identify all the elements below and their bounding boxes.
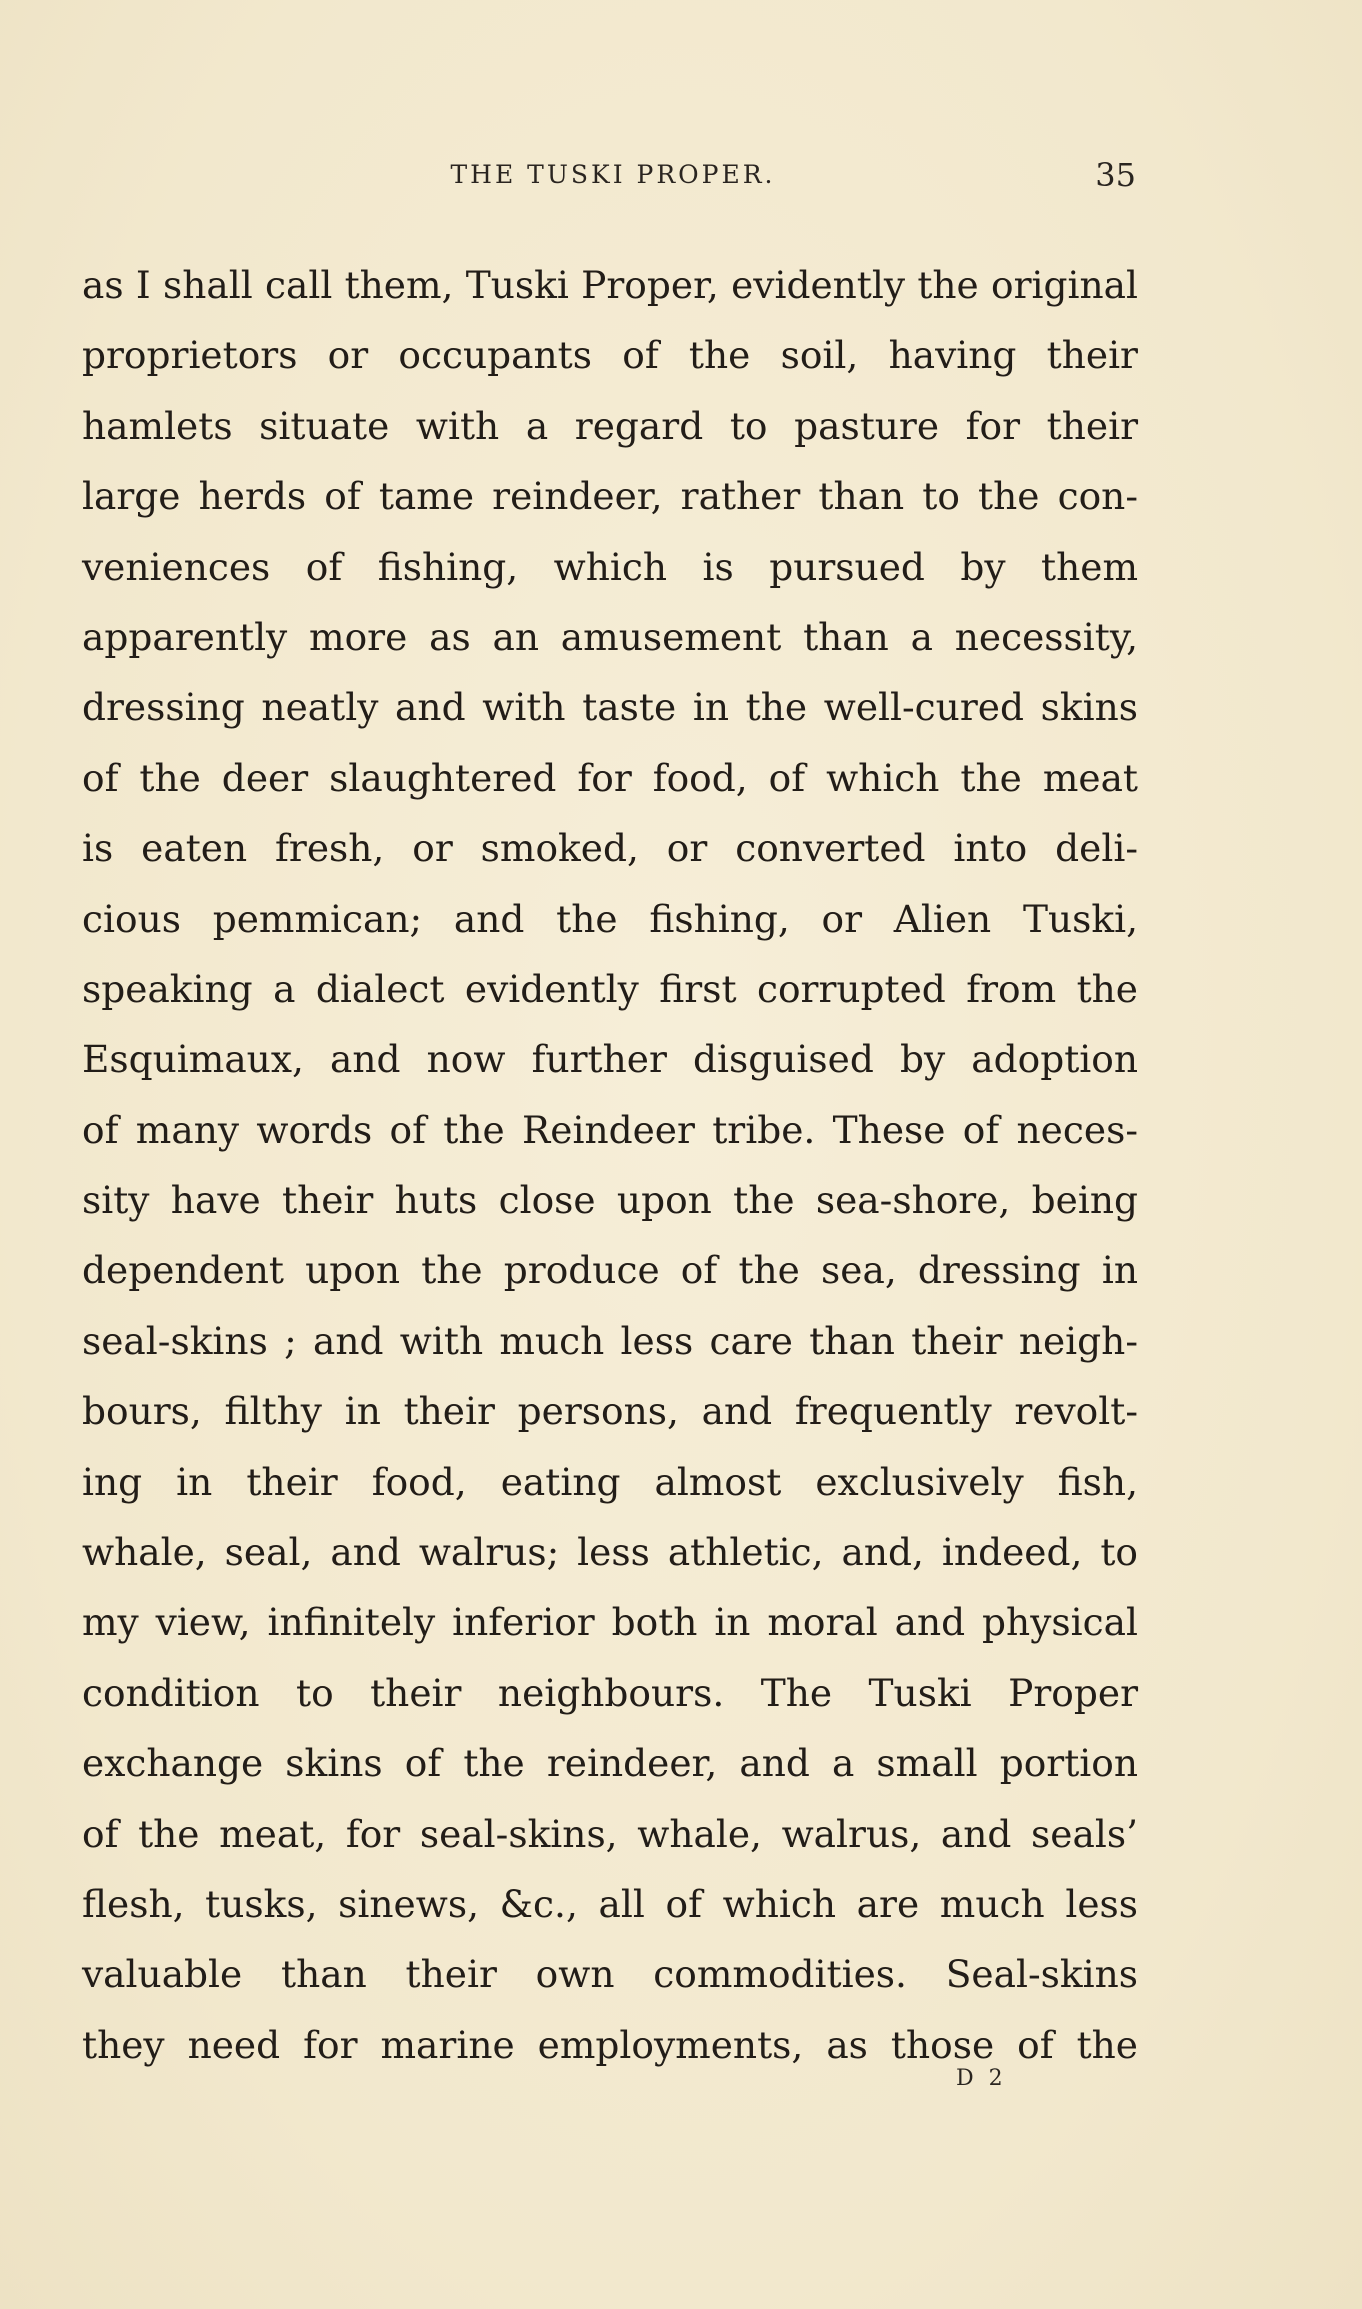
text-line: speaking a dialect evidently first corrupted from the bbox=[82, 966, 1138, 1011]
text-line: veniences of fishing, which is pursued by them bbox=[82, 544, 1138, 589]
page-number: 35 bbox=[1095, 156, 1136, 194]
text-line: proprietors or occupants of the soil, having their bbox=[82, 333, 1138, 378]
page-header bbox=[82, 152, 1144, 202]
text-line: seal-skins ; and with much less care than their neigh- bbox=[82, 1318, 1138, 1363]
text-line: cious pemmican; and the fishing, or Alien Tuski, bbox=[82, 896, 1138, 941]
text-line: of the deer slaughtered for food, of which the meat bbox=[82, 755, 1138, 800]
text-line: exchange skins of the reindeer, and a small portion bbox=[82, 1741, 1138, 1786]
text-line: dressing neatly and with taste in the well-cured skins bbox=[82, 685, 1138, 730]
text-line: Esquimaux, and now further disguised by adoption bbox=[82, 1037, 1138, 1082]
text-line: ing in their food, eating almost exclusively fish, bbox=[82, 1459, 1138, 1504]
text-line: they need for marine employments, as those of the bbox=[82, 2022, 1138, 2067]
text-line: bours, filthy in their persons, and frequently revolt- bbox=[82, 1389, 1138, 1434]
body-text bbox=[82, 250, 1138, 2080]
text-line: valuable than their own commodities. Seal-skins bbox=[82, 1952, 1138, 1997]
text-line: sity have their huts close upon the sea-shore, being bbox=[82, 1178, 1138, 1223]
text-line: is eaten fresh, or smoked, or converted into deli- bbox=[82, 826, 1138, 871]
text-line: of the meat, for seal-skins, whale, walrus, and seals’ bbox=[82, 1811, 1138, 1856]
text-line: flesh, tusks, sinews, &c., all of which are much less bbox=[82, 1881, 1138, 1926]
text-line: my view, infinitely inferior both in moral and physical bbox=[82, 1600, 1138, 1645]
text-line: condition to their neighbours. The Tuski Proper bbox=[82, 1670, 1138, 1715]
text-line: apparently more as an amusement than a necessity, bbox=[82, 614, 1138, 659]
text-line: hamlets situate with a regard to pasture for their bbox=[82, 403, 1138, 448]
text-line: dependent upon the produce of the sea, dressing in bbox=[82, 1248, 1138, 1293]
text-line: large herds of tame reindeer, rather than to the con- bbox=[82, 474, 1138, 519]
text-line: as I shall call them, Tuski Proper, evidently the original bbox=[82, 263, 1138, 307]
text-line: of many words of the Reindeer tribe. These of neces- bbox=[82, 1107, 1138, 1152]
signature-mark: D 2 bbox=[956, 2066, 1007, 2091]
text-line: whale, seal, and walrus; less athletic, and, indeed, to bbox=[82, 1530, 1138, 1575]
running-title: THE TUSKI PROPER. bbox=[450, 160, 776, 189]
